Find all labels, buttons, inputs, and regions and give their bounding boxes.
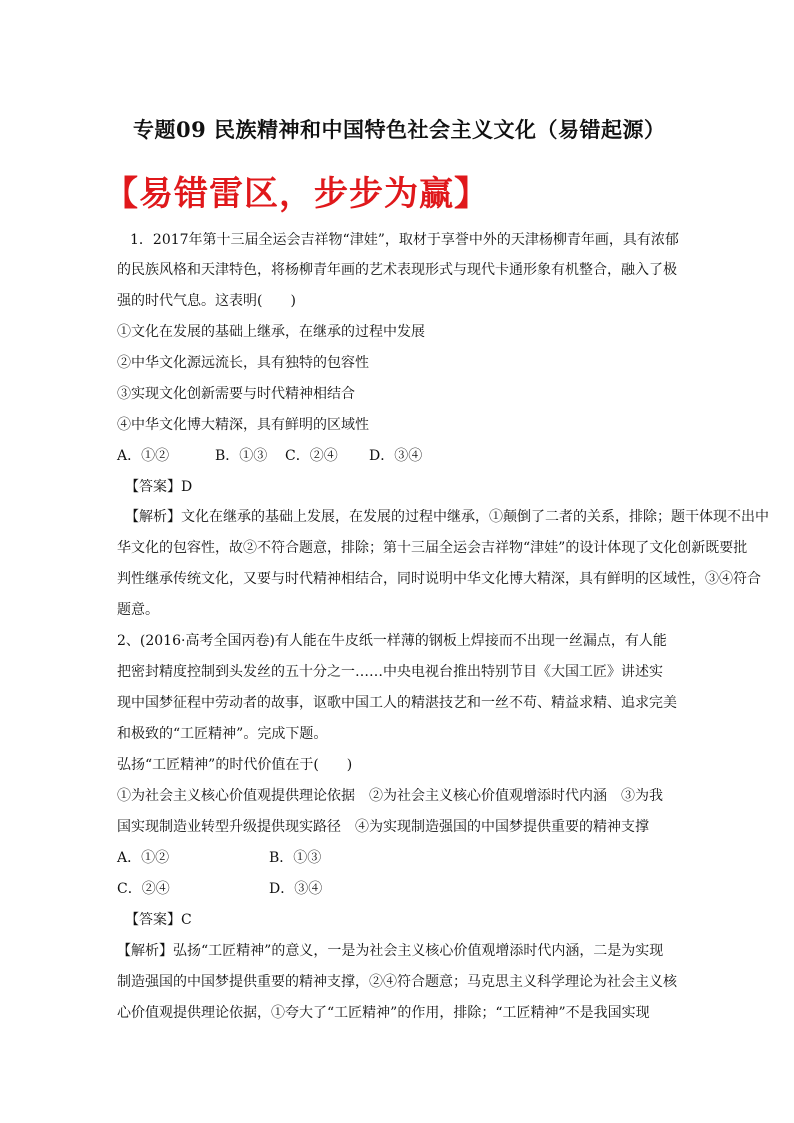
q2-analysis-line-1: 【解析】弘扬“工匠精神”的意义，一是为社会主义核心价值观增添时代内涵，二是为实现	[117, 943, 664, 959]
q2-option-d: D．③④	[269, 881, 323, 897]
q1-option-d: D．③④	[369, 448, 423, 464]
q1-analysis-line-1: 【解析】文化在继承的基础上发展，在发展的过程中继承，①颠倒了二者的关系，排除；题干体现不出中	[125, 509, 769, 525]
q2-stem-line-1: 2、(2016·高考全国丙卷)有人能在牛皮纸一样薄的钢板上焊接而不出现一丝漏点，有人能	[117, 633, 667, 649]
q1-answer: 【答案】D	[125, 479, 193, 495]
q2-option-b: B．①③	[269, 850, 322, 866]
page-title: 专题09 民族精神和中国特色社会主义文化（易错起源）	[133, 117, 666, 142]
q2-stem-line-2: 把密封精度控制到头发丝的五十分之一……中央电视台推出特别节目《大国工匠》讲述实	[117, 664, 663, 680]
q2-analysis-line-3: 心价值观提供理论依据，①夸大了“工匠精神”的作用，排除；“工匠精神”不是我国实现	[117, 1005, 650, 1021]
q1-item-4: ④中华文化博大精深，具有鲜明的区域性	[117, 417, 369, 433]
q1-analysis-line-3: 判性继承传统文化，又要与时代精神相结合，同时说明中华文化博大精深，具有鲜明的区域性，③④符合	[117, 571, 761, 587]
q2-stem-line-4: 和极致的“工匠精神”。完成下题。	[117, 726, 328, 742]
q2-stem-line-7: 国实现制造业转型升级提供现实路径 ④为实现制造强国的中国梦提供重要的精神支撑	[117, 819, 649, 835]
q1-option-a: A．①②	[117, 448, 170, 464]
q2-stem-line-5: 弘扬“工匠精神”的时代价值在于( )	[117, 757, 353, 773]
q2-answer: 【答案】C	[125, 912, 192, 928]
q1-option-c: C．②④	[285, 448, 338, 464]
q1-options	[117, 445, 422, 465]
q2-stem-line-3: 现中国梦征程中劳动者的故事，讴歌中国工人的精湛技艺和一丝不苟、精益求精、追求完美	[117, 695, 677, 711]
q1-analysis-line-2: 华文化的包容性，故②不符合题意，排除；第十三届全运会吉祥物“津娃”的设计体现了文化创新既要批	[117, 540, 748, 556]
q2-stem-line-6: ①为社会主义核心价值观提供理论依据 ②为社会主义核心价值观增添时代内涵 ③为我	[117, 788, 663, 804]
q1-item-3: ③实现文化创新需要与时代精神相结合	[117, 386, 355, 402]
q2-analysis-line-2: 制造强国的中国梦提供重要的精神支撑，②④符合题意；马克思主义科学理论为社会主义核	[117, 974, 677, 990]
q2-options-row-1	[117, 847, 321, 867]
q2-option-c: C．②④	[117, 881, 170, 897]
q1-item-1: ①文化在发展的基础上继承，在继承的过程中发展	[117, 324, 425, 340]
q1-stem-line-3: 强的时代气息。这表明( )	[117, 293, 296, 309]
q2-option-a: A．①②	[117, 850, 170, 866]
q1-option-b: B．①③	[215, 448, 268, 464]
q1-stem-line-2: 的民族风格和天津特色，将杨柳青年画的艺术表现形式与现代卡通形象有机整合，融入了极	[117, 262, 677, 278]
q1-item-2: ②中华文化源远流长，具有独特的包容性	[117, 355, 369, 371]
q1-analysis-line-4: 题意。	[117, 602, 159, 618]
q2-options-row-2	[117, 878, 322, 898]
q1-stem-line-1: 1．2017年第十三届全运会吉祥物“津娃”，取材于享誉中外的天津杨柳青年画，具有浓郁	[130, 232, 679, 248]
section-banner: 【易错雷区，步步为赢】	[104, 174, 489, 214]
